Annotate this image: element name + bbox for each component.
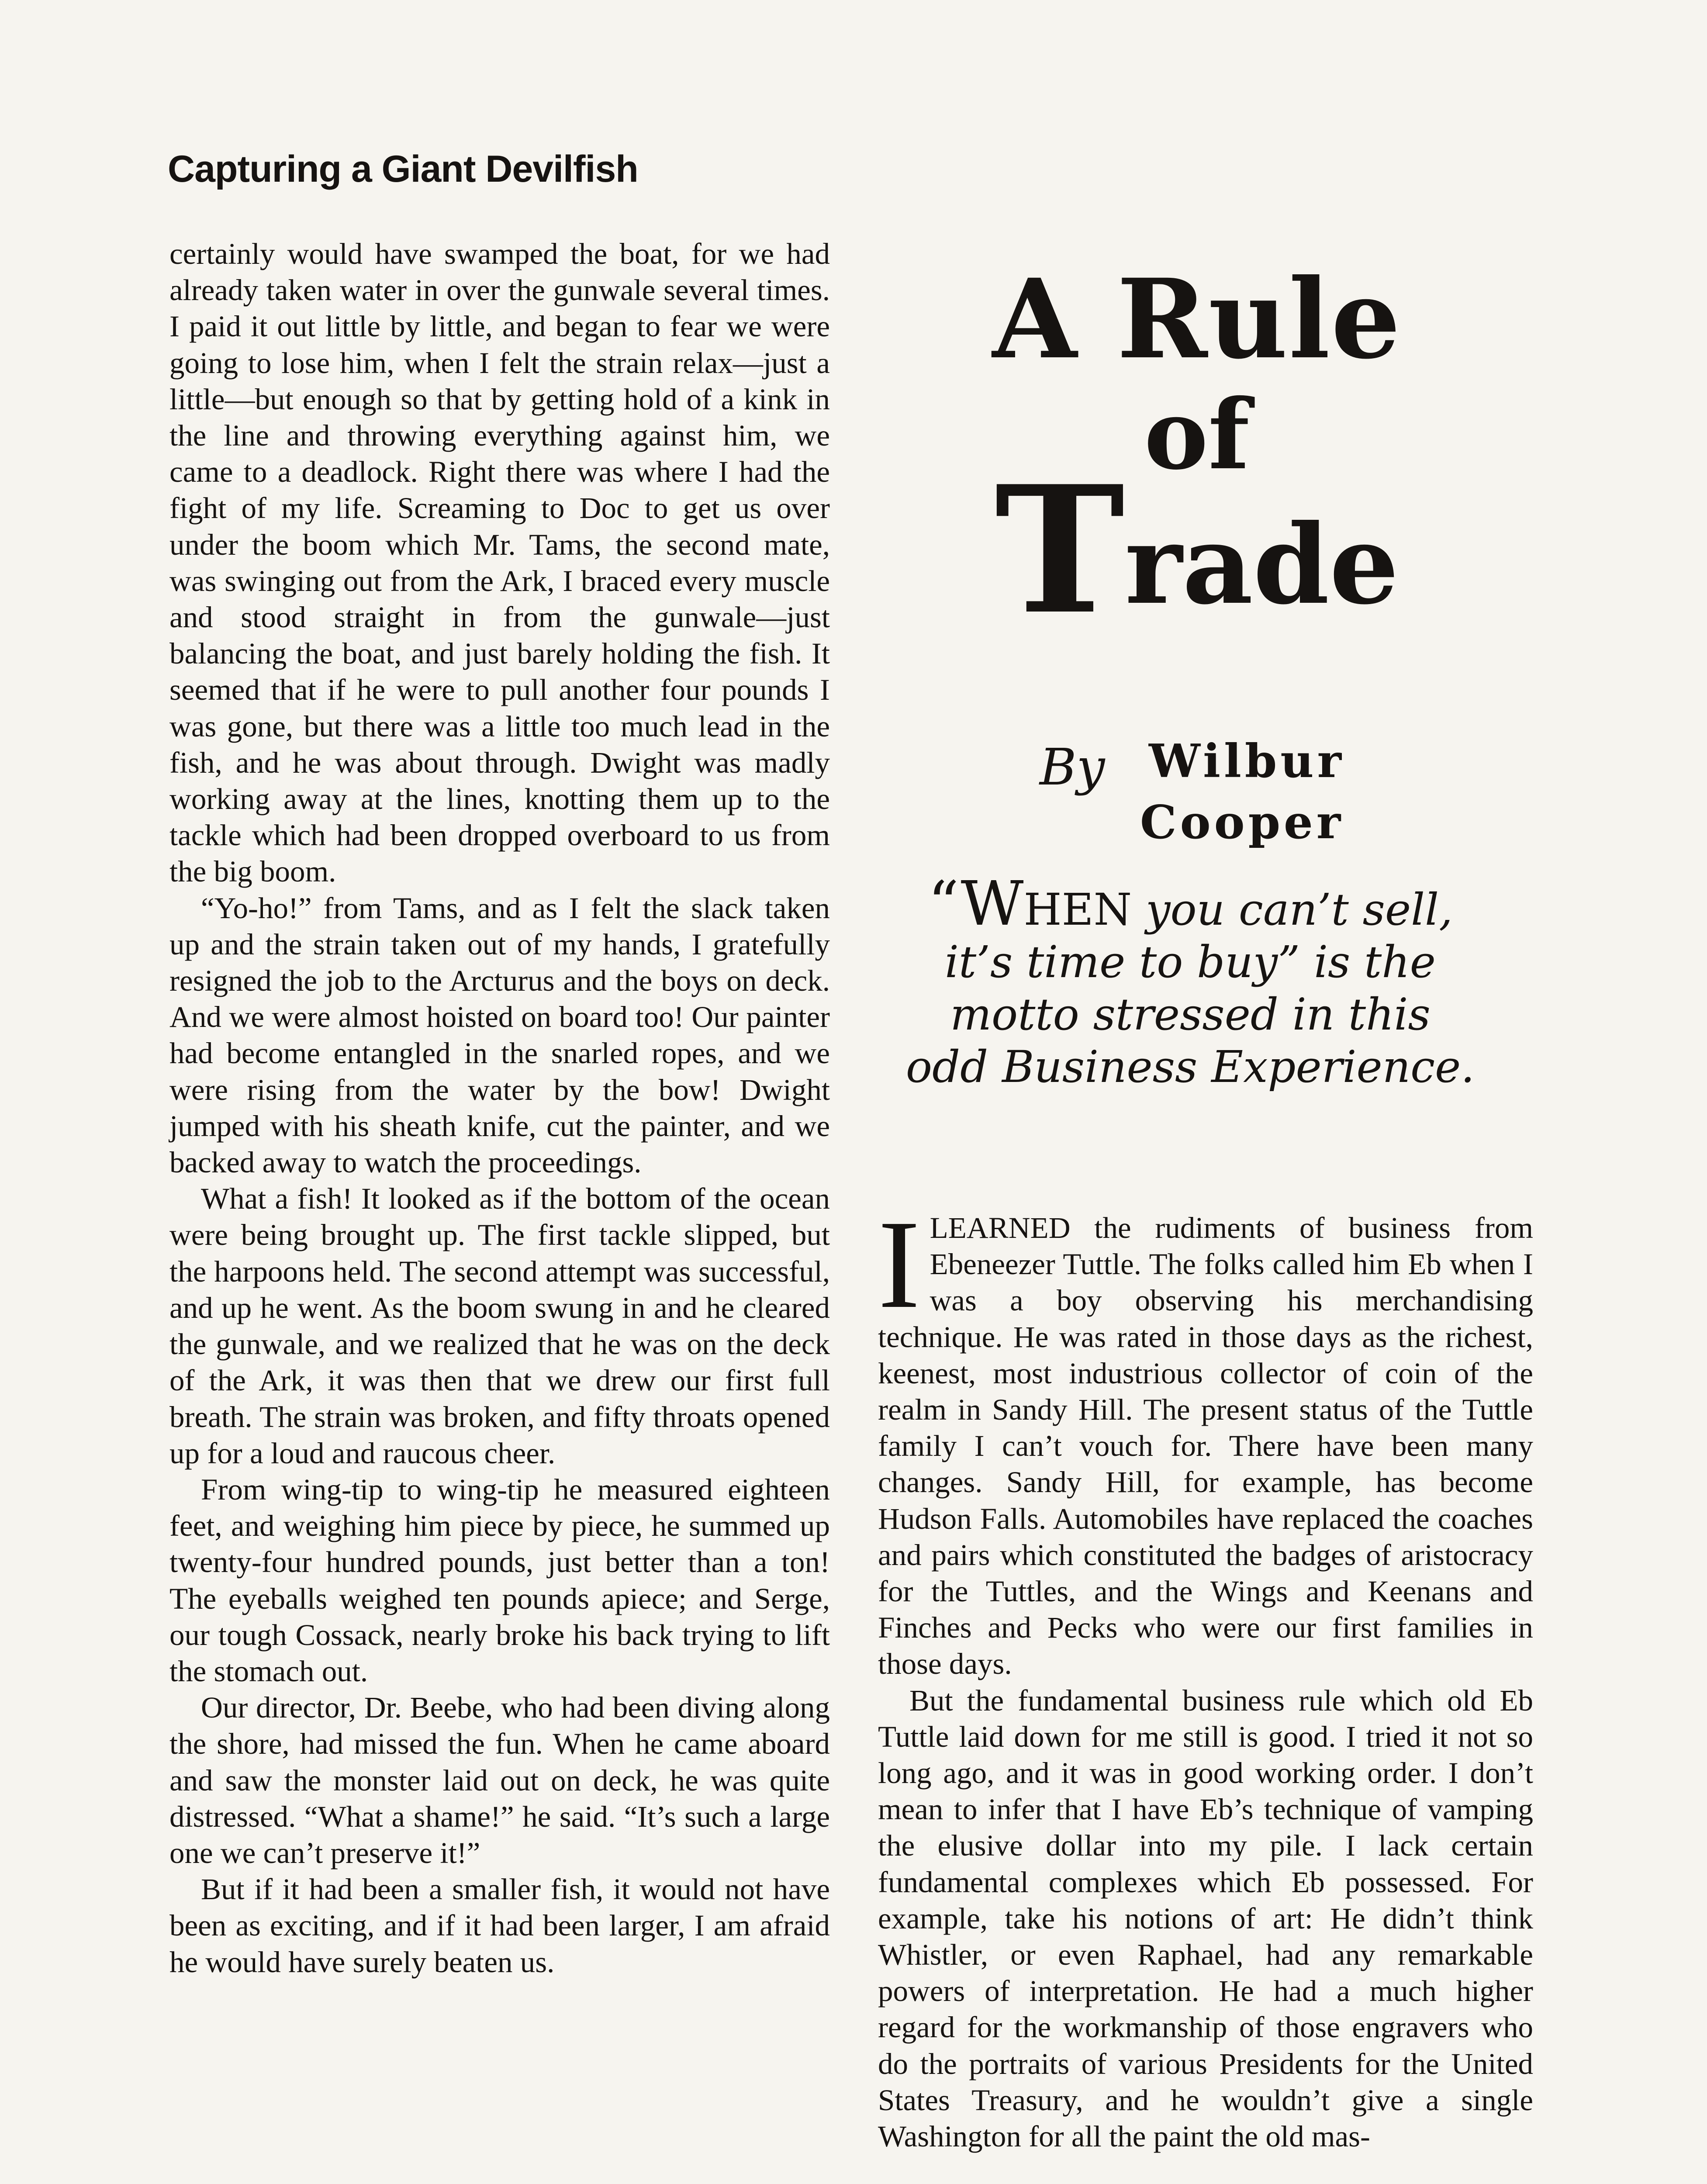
author-last-name: Cooper: [1140, 795, 1344, 849]
left-paragraph: What a fish! It looked as if the bottom of the ocean were being brought up. The first tackle slipped, but the harpoons held. The second attempt was successful, and up he went. As the boom swung in and he cleared the gunwale, and we realized that he was on the deck of the Ark, it was then that we drew our first full breath. The strain was broken, and fifty throats opened up for a loud and raucous cheer.: [169, 1182, 830, 1470]
left-paragraph: certainly would have swamped the boat, for we had already taken water in over the gunwale several times. I paid it out little by little, and began to fear we were going to lose him, when I felt the strain relax—just a little—but enough so that by getting hold of a kink in the line and throwing everything against him, we came to a deadlock. Right there was where I had the fight of my life. Screaming to Doc to get us over under the boom which Mr. Tams, the second mate, was swinging out from the Ark, I braced every muscle and stood straight in from the gunwale—just balancing the boat, and just barely holding the fish. It seemed that if he were to pull another four pounds I was gone, but there was a little too much lead in the fish, and he was about through. Dwight was madly working away at the lines, knotting them up to the tackle which had been dropped overboard to us from the big boom.: [169, 237, 830, 888]
title-line-1: A Rule: [992, 255, 1402, 383]
deck-line-3: motto stressed in this: [950, 989, 1431, 1040]
left-paragraph: From wing-tip to wing-tip he measured eighteen feet, and weighing him piece by piece, he summed up twenty-four hundred pounds, just better than a ton! The eyeballs weighed ten pounds apiece; and Serge, our tough Cossack, nearly broke his back trying to lift the stomach out.: [169, 1472, 830, 1688]
title-line-2: of: [1144, 378, 1250, 491]
title-line-3: [869, 448, 1524, 653]
article-deck: [878, 868, 1503, 1093]
deck-open-quote: “: [928, 868, 961, 940]
title-initial: T: [995, 448, 1125, 653]
left-paragraph: But if it had been a smaller fish, it would not have been as exciting, and if it had been larger, I am afraid he would have surely beaten us.: [169, 1873, 830, 1979]
right-paragraph: But the fundamental business rule which old Eb Tuttle laid down for me still is good. I tried it not so long ago, and it was in good working order. I don’t mean to infer that I have Eb’s technique of vamping the elusive dollar into my pile. I lack certain fundamental complexes which Eb possessed. For example, take his notions of art: He didn’t think Whistler, or even Raphael, had any remarkable powers of interpretation. He had a much higher regard for the workmanship of those engravers who do the portraits of various Presidents for the United States Treasury, and he wouldn’t give a single Washington for all the paint the old mas-: [878, 1683, 1533, 2153]
deck-cap-rest: HEN: [1023, 884, 1132, 935]
deck-line-1-rest: you can’t sell,: [1132, 884, 1453, 935]
deck-line-4: odd Business Experience.: [905, 1041, 1475, 1092]
left-paragraph: Our director, Dr. Beebe, who had been diving along the shore, had missed the fun. When he came aboard and saw the monster laid out on deck, he was quite distressed. “What a shame!” he said. “It’s such a large one we can’t preserve it!”: [169, 1691, 830, 1870]
right-column-text: [878, 1194, 1533, 2155]
right-paragraph: [878, 1194, 1533, 1683]
title-line-3-rest: rade: [1125, 500, 1399, 629]
running-head: Capturing a Giant Devilfish: [168, 148, 638, 190]
right-paragraph-1-text: LEARNED the rudiments of business from Ebeneezer Tuttle. The folks called him Eb when I was a boy observing his merchandising technique. He was rated in those days as the richest, keenest, most industrious collector of coin of the realm in Sandy Hill. The present status of the Tuttle family I can’t vouch for. There have been many changes. Sandy Hill, for example, has become Hudson Falls. Automobiles have replaced the coaches and pairs which constituted the badges of aristocracy for the Tuttles, and the Wings and Keenans and Finches and Pecks who were our first families in those days.: [878, 1211, 1533, 1681]
left-column-text: [169, 236, 830, 1980]
deck-initial: W: [961, 868, 1024, 940]
deck-line-1: [878, 868, 1503, 940]
left-paragraph: “Yo-ho!” from Tams, and as I felt the slack taken up and the strain taken out of my hands, I gratefully resigned the job to the Arcturus and the boys on deck. And we were almost hoisted on board too! Our painter had become entangled in the snarled ropes, and we were rising from the water by the bow! Dwight jumped with his sheath knife, cut the painter, and we backed away to watch the proceedings.: [169, 891, 830, 1179]
drop-cap: I: [878, 1194, 920, 1334]
article-title: [869, 253, 1524, 653]
deck-line-2: it’s time to buy” is the: [945, 936, 1436, 988]
byline-by: By: [1040, 738, 1105, 797]
author-first-name: Wilbur: [1149, 734, 1345, 788]
